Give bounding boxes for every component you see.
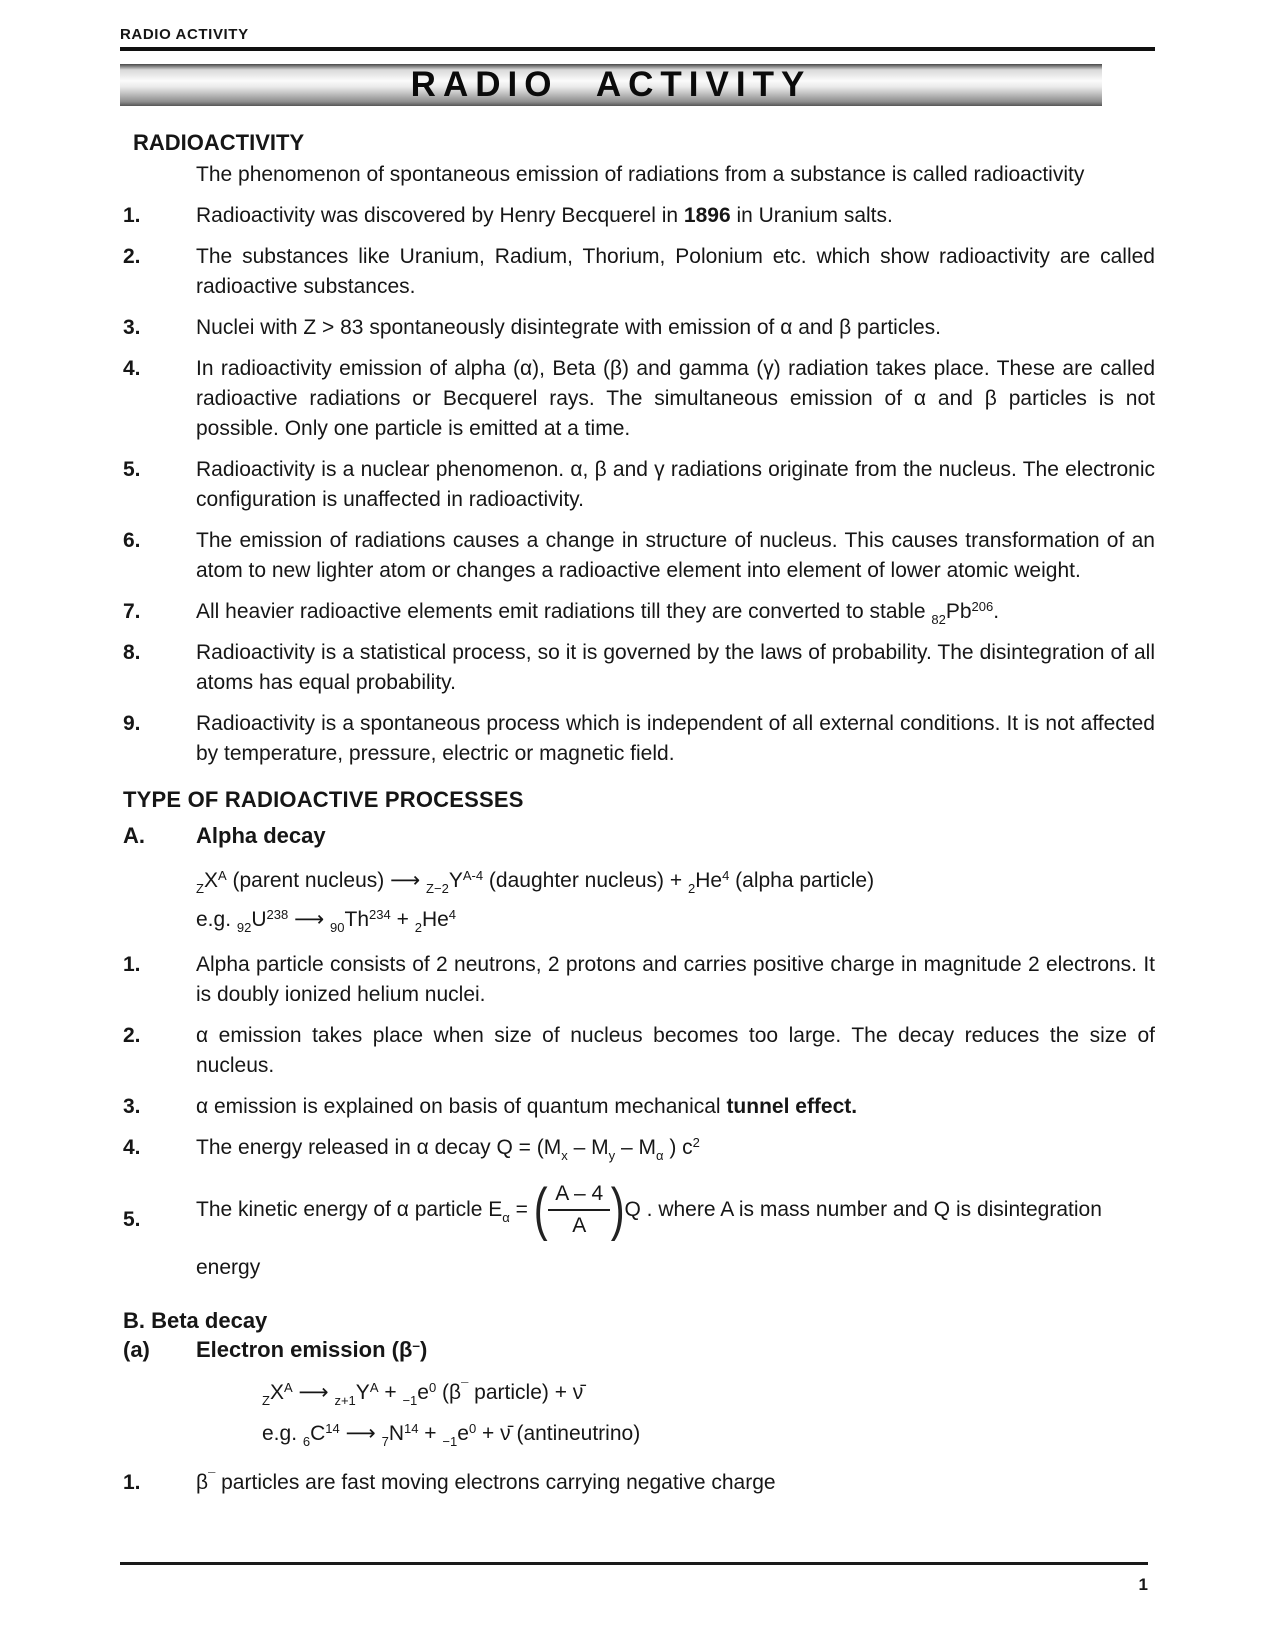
item-number: 9.	[123, 712, 141, 735]
item-number: 1.	[123, 204, 141, 227]
footer-rule	[120, 1562, 1148, 1565]
item-text: Alpha particle consists of 2 neutrons, 2 protons and carries positive charge in magnitude 2 electrons. It is doubly ionized helium nuclei.	[196, 953, 1155, 1006]
beta-example-equation: e.g. $_6C^{14}$ ⟶ $_7N^{14} + _{-1}e^0$ + ν̄ (antineutrino)	[262, 1420, 641, 1449]
electron-emission-label: (a)	[123, 1337, 150, 1362]
header-rule	[120, 47, 1155, 51]
kinetic-energy-formula	[196, 1177, 1155, 1242]
item-text: In radioactivity emission of alpha (α), Beta (β) and gamma (γ) radiation takes place. These are called radioactive radiations or Becquerel rays. The simultaneous emission of α and β particles is not possible. Only one particle is emitted at a time.	[196, 357, 1155, 440]
left-paren: (	[533, 1177, 548, 1242]
item-number: 4.	[123, 357, 141, 380]
item-number: 8.	[123, 641, 141, 664]
list-item	[120, 1133, 1155, 1163]
fraction-denominator: A	[572, 1214, 587, 1237]
item-text: Radioactivity was discovered by Henry Becquerel in 1896 in Uranium salts.	[196, 204, 893, 227]
item-text: Nuclei with Z > 83 spontaneously disintegrate with emission of α and β particles.	[196, 316, 942, 339]
item-text: The emission of radiations causes a change in structure of nucleus. This causes transformation of an atom to new lighter atom or changes a radioactive element into element of lower atomic weight.	[196, 529, 1155, 582]
beta-general-equation: $_ZX^A$ ⟶ $_{z+1}Y^A + _{-1}e^0$ (β¯ particle) + ν̄	[262, 1379, 584, 1408]
alpha-general-equation: $_ZX^A$ (parent nucleus) ⟶ $_{Z-2}Y^{A-4}$ (daughter nucleus) + $_2He^4$ (alpha particle)	[196, 867, 875, 896]
alpha-decay-heading	[120, 821, 1155, 851]
item-number: 2.	[123, 1024, 141, 1047]
item-text: α emission takes place when size of nucleus becomes too large. The decay reduces the size of nucleus.	[196, 1024, 1155, 1077]
formula-continuation: energy	[196, 1256, 261, 1279]
formula-pre-text: The kinetic energy of α particle $E_\alpha$ =	[196, 1198, 528, 1225]
list-item	[120, 201, 1155, 231]
beta-decay-heading: B. Beta decay	[123, 1308, 268, 1333]
item-text: The substances like Uranium, Radium, Thorium, Polonium etc. which show radioactivity are called radioactive substances.	[196, 245, 1155, 298]
formula-post-text: Q . where A is mass number and Q is disintegration	[624, 1198, 1102, 1221]
item-number: 3.	[123, 316, 141, 339]
item-number: 6.	[123, 529, 141, 552]
fraction-numerator: A – 4	[548, 1182, 610, 1211]
item-text: The energy released in α decay $Q = (M_x - M_y - M_\alpha$ ) $c^2$	[196, 1134, 700, 1163]
item-number: 2.	[123, 245, 141, 268]
list-item	[120, 709, 1155, 769]
item-text: α emission is explained on basis of quantum mechanical tunnel effect.	[196, 1095, 858, 1118]
list-item	[120, 313, 1155, 343]
list-item-kinetic-energy	[120, 1177, 1155, 1242]
alpha-title: Alpha decay	[196, 823, 326, 848]
item-number: 1.	[123, 953, 141, 976]
alpha-example-equation: e.g. $_{92}U^{238}$ ⟶ $_{90}Th^{234} + _2He^4$	[196, 906, 457, 935]
item-number: 5.	[123, 458, 141, 481]
electron-emission-heading	[120, 1335, 1155, 1365]
item-number: 1.	[123, 1471, 141, 1494]
section-heading-processes: TYPE OF RADIOACTIVE PROCESSES	[123, 787, 524, 812]
list-item	[120, 1021, 1155, 1081]
title-banner	[120, 64, 1102, 106]
page-title: RADIO ACTIVITY	[410, 65, 812, 104]
fraction	[548, 1182, 610, 1238]
electron-emission-title: Electron emission (β–)	[196, 1337, 428, 1362]
right-paren: )	[610, 1177, 625, 1242]
item-text: All heavier radioactive elements emit radiations till they are converted to stable $_{82}Pb^{206}$.	[196, 598, 1000, 627]
item-text: Radioactivity is a spontaneous process which is independent of all external conditions. It is not affected by temperature, pressure, electric or magnetic field.	[196, 712, 1155, 765]
item-text: Radioactivity is a statistical process, so it is governed by the laws of probability. The disintegration of all atoms has equal probability.	[196, 641, 1155, 694]
list-item	[120, 638, 1155, 698]
item-number: 5.	[123, 1208, 141, 1231]
item-number: 7.	[123, 600, 141, 623]
list-item	[120, 526, 1155, 586]
section-heading-radioactivity: RADIOACTIVITY	[133, 130, 305, 155]
list-item	[120, 455, 1155, 515]
item-text: β¯ particles are fast moving electrons carrying negative charge	[196, 1469, 776, 1494]
list-item	[120, 1468, 1155, 1498]
list-item	[120, 354, 1155, 444]
item-text: Radioactivity is a nuclear phenomenon. α, β and γ radiations originate from the nucleus. The electronic configuration is unaffected in radioactivity.	[196, 458, 1155, 511]
item-number: 3.	[123, 1095, 141, 1118]
running-head: RADIO ACTIVITY	[120, 26, 249, 43]
list-item	[120, 1092, 1155, 1122]
page-number: 1	[1138, 1575, 1148, 1594]
intro-paragraph: The phenomenon of spontaneous emission of radiations from a substance is called radioactivity	[196, 163, 1085, 186]
item-number: 4.	[123, 1136, 141, 1159]
list-item	[120, 950, 1155, 1010]
alpha-label: A.	[123, 823, 145, 848]
list-item	[120, 242, 1155, 302]
list-item	[120, 597, 1155, 627]
